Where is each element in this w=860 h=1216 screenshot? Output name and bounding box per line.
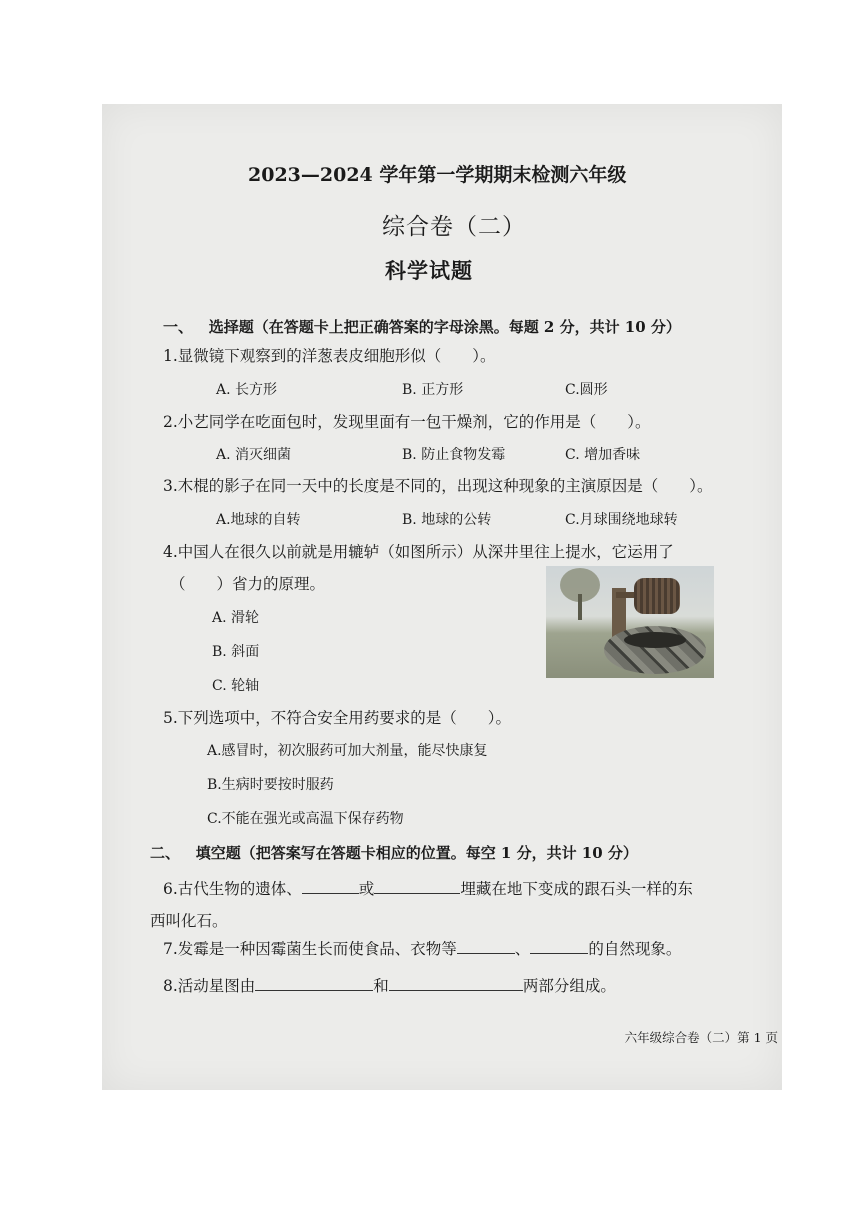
q2-option-a: A. 消灭细菌 bbox=[216, 447, 292, 463]
q2-option-c: C. 增加香味 bbox=[565, 447, 641, 463]
section-number: 二、 bbox=[150, 844, 181, 862]
q1-option-b: B. 正方形 bbox=[402, 382, 464, 398]
question-2: 2.小艺同学在吃面包时，发现里面有一包干燥剂，它的作用是（ ）。 bbox=[163, 413, 651, 431]
q8-text: 和 bbox=[373, 977, 389, 995]
section-title: 选择题（在答题卡上把正确答案的字母涂黑。每题 2 分，共计 10 分） bbox=[208, 318, 681, 336]
q4-option-a: A. 滑轮 bbox=[212, 610, 260, 626]
q8-text: 8.活动星图由 bbox=[163, 977, 256, 995]
q7-text: 的自然现象。 bbox=[588, 940, 682, 958]
section-title: 填空题（把答案写在答题卡相应的位置。每空 1 分，共计 10 分） bbox=[195, 844, 638, 862]
q6-text: 埋藏在地下变成的跟石头一样的东 bbox=[460, 880, 693, 898]
page-footer: 六年级综合卷（二）第 1 页 bbox=[624, 1030, 778, 1045]
answer-blank bbox=[374, 879, 460, 894]
q3-option-a: A.地球的自转 bbox=[216, 512, 301, 528]
question-6 bbox=[163, 877, 693, 899]
question-6-line-2: 西叫化石。 bbox=[150, 912, 228, 930]
question-4-line-2: （ ）省力的原理。 bbox=[170, 575, 326, 593]
section-number: 一、 bbox=[163, 318, 194, 336]
q6-text: 或 bbox=[358, 880, 375, 898]
q7-text: 7.发霉是一种因霉菌生长而使食品、衣物等 bbox=[163, 940, 457, 958]
q1-option-a: A. 长方形 bbox=[216, 382, 278, 398]
q8-text: 两部分组成。 bbox=[522, 977, 616, 995]
question-1: 1.显微镜下观察到的洋葱表皮细胞形似（ ）。 bbox=[163, 347, 496, 365]
q1-option-c: C.圆形 bbox=[565, 382, 608, 398]
question-4-line-1: 4.中国人在很久以前就是用辘轳（如图所示）从深井里往上提水，它运用了 bbox=[163, 543, 674, 561]
question-3: 3.木棍的影子在同一天中的长度是不同的，出现这种现象的主演原因是（ ）。 bbox=[163, 477, 713, 495]
windlass-well-photo bbox=[546, 566, 714, 678]
answer-blank bbox=[530, 939, 588, 954]
answer-blank bbox=[389, 976, 523, 991]
q3-option-b: B. 地球的公转 bbox=[402, 512, 492, 528]
question-5: 5.下列选项中，不符合安全用药要求的是（ ）。 bbox=[163, 709, 512, 727]
answer-blank bbox=[457, 939, 515, 954]
q5-option-c: C.不能在强光或高温下保存药物 bbox=[207, 811, 404, 827]
q5-option-b: B.生病时要按时服药 bbox=[207, 777, 334, 793]
exam-header: 2023—2024 学年第一学期期末检测六年级 bbox=[248, 164, 627, 186]
q3-option-c: C.月球围绕地球转 bbox=[565, 512, 678, 528]
q5-option-a: A.感冒时，初次服药可加大剂量，能尽快康复 bbox=[207, 743, 488, 759]
section-choice-heading bbox=[163, 316, 681, 337]
question-7 bbox=[163, 937, 681, 959]
q4-option-b: B. 斜面 bbox=[212, 644, 260, 660]
section-fill-heading bbox=[150, 842, 638, 863]
answer-blank bbox=[255, 976, 373, 991]
q4-option-c: C. 轮轴 bbox=[212, 678, 260, 694]
subject-title: 科学试题 bbox=[385, 258, 473, 283]
answer-blank bbox=[302, 879, 359, 894]
q7-text: 、 bbox=[514, 940, 531, 958]
q6-text: 6.古代生物的遗体、 bbox=[163, 880, 302, 898]
question-8 bbox=[163, 974, 616, 996]
exam-title: 综合卷（二） bbox=[382, 214, 526, 240]
q2-option-b: B. 防止食物发霉 bbox=[402, 447, 506, 463]
